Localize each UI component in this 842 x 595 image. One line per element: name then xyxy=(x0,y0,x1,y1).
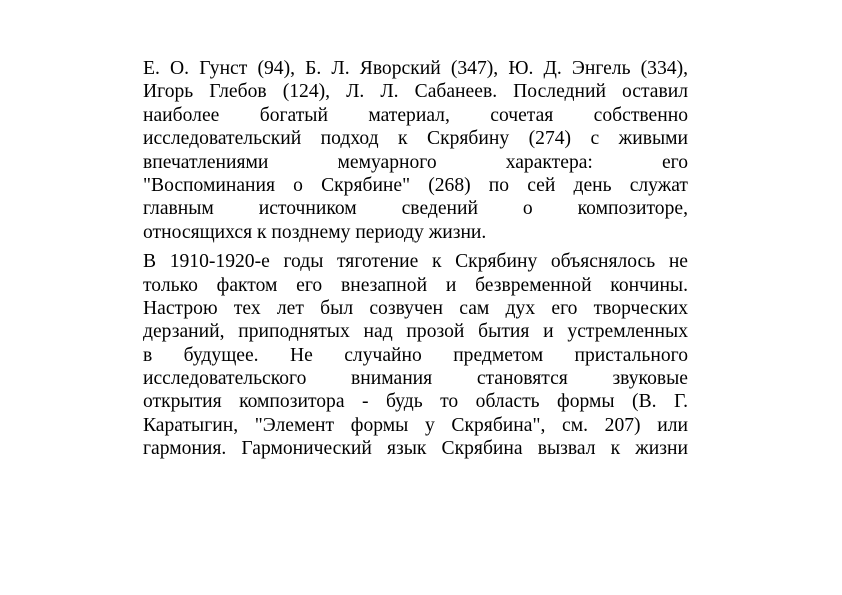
text-line: открытия композитора - будь то область формы (В. Г. xyxy=(143,391,688,413)
paragraph-1 xyxy=(143,57,688,244)
text-line: главным источником сведений о композиторе, xyxy=(143,198,688,220)
body-text xyxy=(143,57,688,461)
text-line: наиболее богатый материал, сочетая собственно xyxy=(143,104,688,126)
text-line: только фактом его внезапной и безвременной кончины. xyxy=(143,274,688,296)
text-line: относящихся к позднему периоду жизни. xyxy=(143,221,487,243)
text-line: исследовательский подход к Скрябину (274) с живыми xyxy=(143,128,688,150)
paragraph-2 xyxy=(143,250,688,461)
text-line: Настрою тех лет был созвучен сам дух его творческих xyxy=(143,297,688,319)
text-line: Каратыгин, "Элемент формы у Скрябина", см. 207) или xyxy=(143,414,688,436)
text-line: Е. О. Гунст (94), Б. Л. Яворский (347), Ю. Д. Энгель (334), xyxy=(143,58,688,79)
text-line: Игорь Глебов (124), Л. Л. Сабанеев. Последний оставил xyxy=(143,81,688,103)
text-line: гармония. Гармонический язык Скрябина вызвал к жизни xyxy=(143,438,688,460)
text-line: дерзаний, приподнятых над прозой бытия и устремленных xyxy=(143,321,688,343)
text-line: впечатлениями мемуарного характера: его xyxy=(143,151,688,173)
text-line: "Воспоминания о Скрябине" (268) по сей день служат xyxy=(143,174,688,196)
text-line: В 1910-1920-е годы тяготение к Скрябину объяснялось не xyxy=(143,251,688,273)
text-line: исследовательского внимания становятся звуковые xyxy=(143,368,688,390)
text-line: в будущее. Не случайно предметом пристального xyxy=(143,344,688,366)
